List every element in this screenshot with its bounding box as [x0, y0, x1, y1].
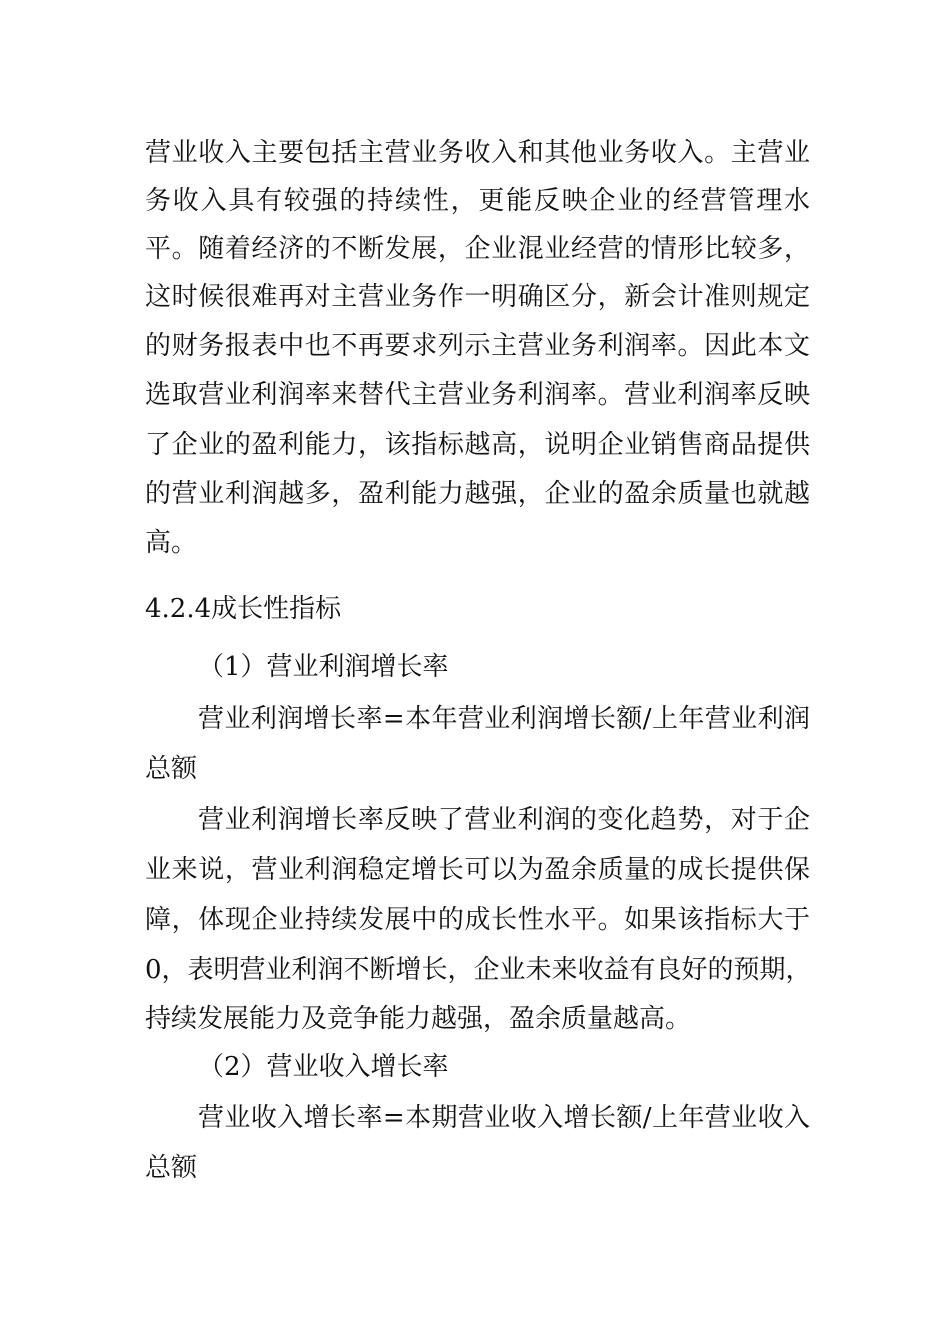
text-line: 的财务报表中也不再要求列示主营业务利润率。因此本文 [145, 331, 810, 361]
text-line: 总额 [145, 1153, 198, 1183]
text-line: 0，表明营业利润不断增长，企业未来收益有良好的预期， [145, 955, 812, 985]
text-line: 选取营业利润率来替代主营业务利润率。营业利润率反映 [145, 380, 810, 410]
text-line: 高。 [145, 528, 198, 558]
text-line: 营业收入增长率=本期营业收入增长额/上年营业收入 [198, 1103, 810, 1133]
text-line: 业来说，营业利润稳定增长可以为盈余质量的成长提供保 [145, 855, 810, 885]
text-line: 持续发展能力及竞争能力越强，盈余质量越高。 [145, 1004, 692, 1034]
text-line: 了企业的盈利能力，该指标越高，说明企业销售商品提供 [145, 430, 810, 460]
text-line: 这时候很难再对主营业务作一明确区分，新会计准则规定 [145, 282, 810, 312]
text-line: 的营业利润越多，盈利能力越强，企业的盈余质量也就越 [145, 479, 810, 509]
text-line: 营业收入主要包括主营业务收入和其他业务收入。主营业 [145, 138, 810, 168]
text-line: 障，体现企业持续发展中的成长性水平。如果该指标大于 [145, 905, 810, 935]
item-title-operating-revenue-growth: （2）营业收入增长率 [198, 1052, 449, 1082]
item-title-operating-profit-growth: （1）营业利润增长率 [198, 652, 449, 682]
section-heading: 4.2.4成长性指标 [145, 594, 342, 624]
text-line: 营业利润增长率反映了营业利润的变化趋势，对于企 [198, 805, 810, 835]
text-line: 平。随着经济的不断发展，企业混业经营的情形比较多， [145, 234, 810, 264]
text-line: 务收入具有较强的持续性，更能反映企业的经营管理水 [145, 186, 810, 216]
text-line: 总额 [145, 754, 198, 784]
text-line: 营业利润增长率=本年营业利润增长额/上年营业利润 [198, 704, 810, 734]
